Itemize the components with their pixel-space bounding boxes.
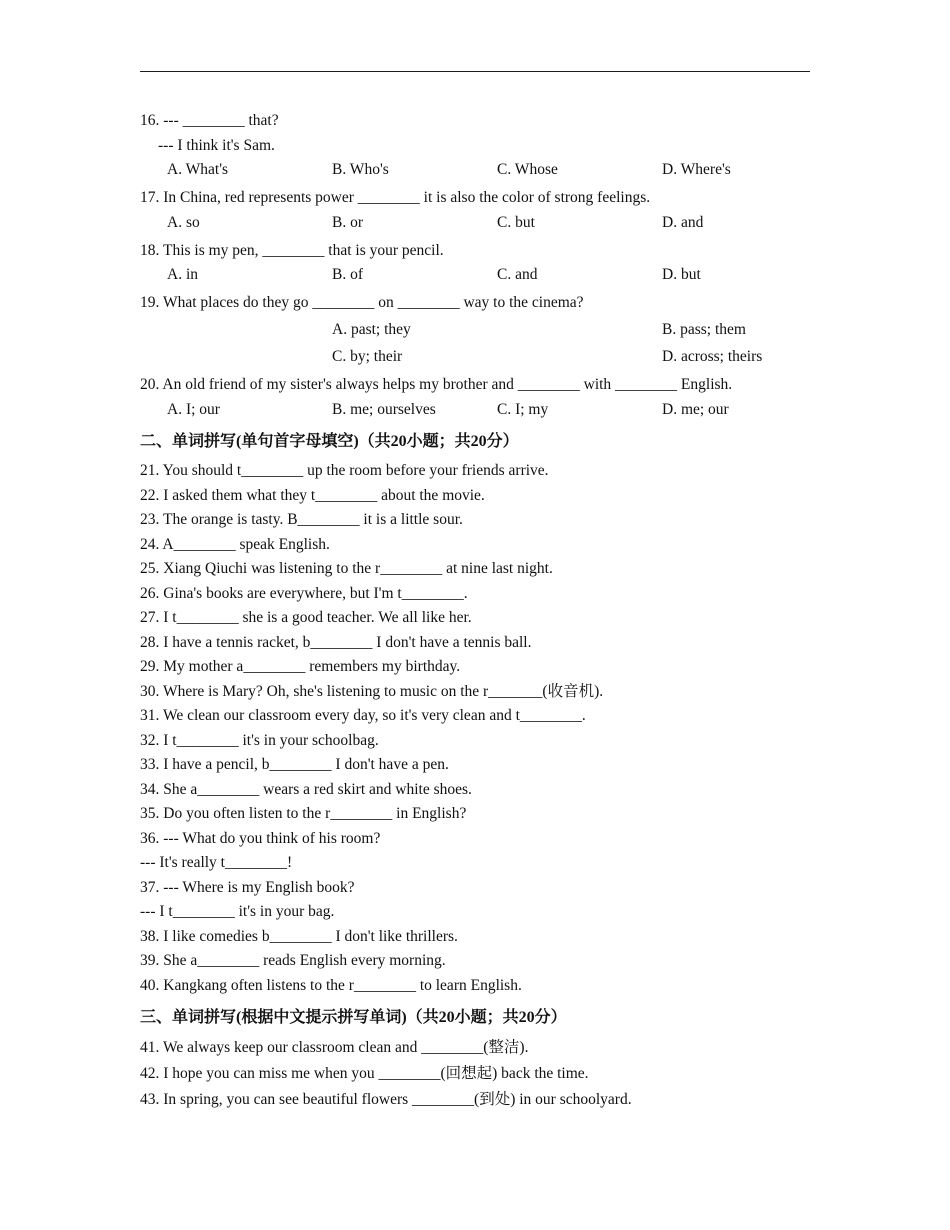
question-17-text: 17. In China, red represents power ________ it is also the color of strong feelings. <box>140 189 651 206</box>
option-b: B. of <box>332 266 363 283</box>
question-16 <box>140 109 816 183</box>
option-c: C. but <box>497 213 535 231</box>
item-24: 24. A________ speak English. <box>140 535 330 553</box>
item-39: 39. She a________ reads English every morning. <box>140 952 446 969</box>
option-d: D. me; our <box>662 400 729 418</box>
question-18-text: 18. This is my pen, ________ that is your pencil. <box>140 241 444 259</box>
item-27: 27. I t________ she is a good teacher. We all like her. <box>140 609 472 626</box>
option-c: C. by; their <box>332 347 403 365</box>
item-40: 40. Kangkang often listens to the r________ to learn English. <box>140 976 522 994</box>
item-42: 42. I hope you can miss me when you ________(回想起) back the time. <box>140 1065 589 1082</box>
option-c: C. and <box>497 266 538 283</box>
question-17-options <box>140 211 816 236</box>
option-c: C. I; my <box>497 400 549 418</box>
section-3-heading: 三、单词拼写(根据中文提示拼写单词)（共20小题；共20分） <box>140 1009 567 1026</box>
item-43: 43. In spring, you can see beautiful flowers ________(到处) in our schoolyard. <box>140 1091 632 1108</box>
option-b: B. or <box>332 213 363 231</box>
item-26: 26. Gina's books are everywhere, but I'm t________. <box>140 584 468 602</box>
question-20-options <box>140 398 816 423</box>
option-b: B. pass; them <box>662 320 746 338</box>
question-20-text: 20. An old friend of my sister's always helps my brother and ________ with ________ English. <box>140 376 733 393</box>
item-21: 21. You should t________ up the room before your friends arrive. <box>140 462 549 479</box>
section-3-items <box>140 1035 816 1113</box>
section-2-items <box>140 459 816 998</box>
item-35: 35. Do you often listen to the r________ in English? <box>140 805 467 822</box>
option-d: D. but <box>662 266 701 283</box>
question-20 <box>140 373 816 422</box>
item-23: 23. The orange is tasty. B________ it is a little sour. <box>140 511 463 528</box>
question-18 <box>140 239 816 288</box>
exam-page-content <box>140 109 816 1113</box>
item-37-line-1: 37. --- Where is my English book? <box>140 878 355 896</box>
item-33: 33. I have a pencil, b________ I don't have a pen. <box>140 756 449 773</box>
option-a: A. What's <box>167 161 229 178</box>
question-18-options <box>140 263 816 288</box>
question-19 <box>140 291 816 370</box>
item-36-line-1: 36. --- What do you think of his room? <box>140 829 381 847</box>
item-34: 34. She a________ wears a red skirt and white shoes. <box>140 780 472 798</box>
item-38: 38. I like comedies b________ I don't like thrillers. <box>140 927 458 945</box>
option-a: A. I; our <box>167 400 220 418</box>
option-a: A. so <box>167 213 200 231</box>
option-a: A. past; they <box>332 320 411 338</box>
option-c: C. Whose <box>497 161 558 178</box>
item-41: 41. We always keep our classroom clean and ________(整洁). <box>140 1039 529 1056</box>
item-37-line-2: --- I t________ it's in your bag. <box>140 903 335 920</box>
item-29: 29. My mother a________ remembers my birthday. <box>140 658 461 675</box>
item-25: 25. Xiang Qiuchi was listening to the r________ at nine last night. <box>140 560 553 577</box>
question-19-options-row-1 <box>140 316 816 343</box>
item-32: 32. I t________ it's in your schoolbag. <box>140 731 379 749</box>
question-16-text-2: --- I think it's Sam. <box>158 136 275 154</box>
question-19-options-row-2 <box>140 343 816 370</box>
option-b: B. Who's <box>332 161 389 178</box>
item-28: 28. I have a tennis racket, b________ I don't have a tennis ball. <box>140 633 532 651</box>
page-header-rule <box>140 71 810 72</box>
section-2-heading: 二、单词拼写(单句首字母填空)（共20小题；共20分） <box>140 433 519 450</box>
option-d: D. across; theirs <box>662 347 763 365</box>
option-d: D. Where's <box>662 161 731 178</box>
option-d: D. and <box>662 213 704 231</box>
item-36-line-2: --- It's really t________! <box>140 854 293 871</box>
option-b: B. me; ourselves <box>332 400 436 418</box>
question-17 <box>140 186 816 235</box>
item-22: 22. I asked them what they t________ about the movie. <box>140 486 485 504</box>
question-16-options <box>140 158 816 183</box>
question-16-text: 16. --- ________ that? <box>140 112 279 129</box>
question-19-text: 19. What places do they go ________ on ________ way to the cinema? <box>140 294 584 311</box>
option-a: A. in <box>167 266 198 283</box>
item-31: 31. We clean our classroom every day, so it's very clean and t________. <box>140 707 586 724</box>
item-30: 30. Where is Mary? Oh, she's listening to music on the r_______(收音机). <box>140 682 604 700</box>
